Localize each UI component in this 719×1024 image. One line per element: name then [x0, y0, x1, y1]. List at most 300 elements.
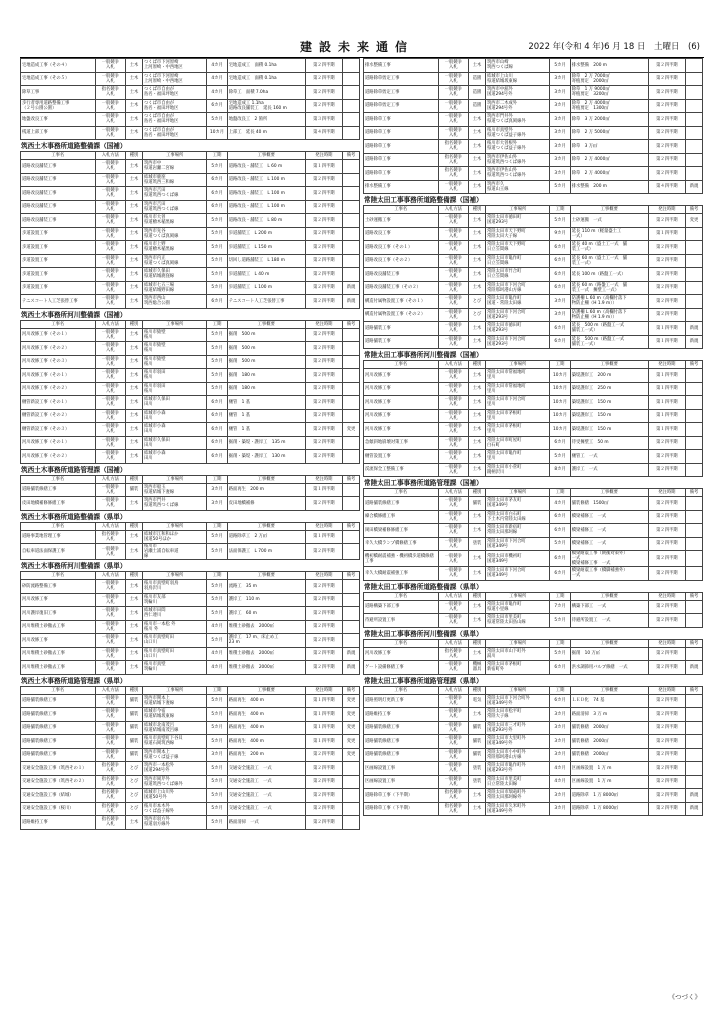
table-cell: 橋梁補修工 一式	[570, 537, 648, 551]
column-header: 種別	[469, 686, 486, 694]
table-cell	[343, 254, 360, 268]
table-row	[21, 342, 360, 356]
table-cell: 道路改良舗装工事	[21, 214, 96, 228]
table-cell: 地盤改良工事	[21, 113, 96, 127]
table-row	[364, 241, 703, 255]
table-cell: 上部工 延長 40 m	[227, 126, 305, 140]
table-cell: 常陸太田市常福地町 里川	[486, 369, 550, 383]
table-cell	[686, 409, 703, 423]
table-cell: 橋梁補修工 一式	[570, 524, 648, 538]
table-row	[21, 748, 360, 762]
table-cell: 第２四半期	[305, 775, 342, 789]
table-cell: 第２四半期	[305, 634, 342, 648]
table-cell: 土木	[126, 281, 143, 295]
table-cell: 新規	[343, 281, 360, 295]
table-cell: 土木	[469, 126, 486, 140]
table-cell: 常陸太田市天下野町 日立笠間線	[486, 241, 550, 255]
table-cell: 延長 500 m（路盤工一式 舗装工一式）	[570, 322, 648, 336]
table-cell: 5カ月	[550, 450, 570, 464]
project-table	[20, 151, 360, 309]
table-cell: 第２四半期	[305, 295, 342, 309]
table-cell: 路面再生 400 m	[227, 735, 305, 749]
table-cell: 排水整備工事	[364, 59, 439, 73]
column-header: 発注時期	[648, 686, 685, 694]
table-cell: 一般競争 入札	[95, 200, 126, 214]
table-cell: 第２四半期	[648, 214, 685, 228]
table-row	[21, 450, 360, 464]
table-cell: 5カ月	[207, 544, 227, 560]
table-cell: 一般競争 入札	[95, 620, 126, 634]
table-cell	[686, 450, 703, 464]
table-cell: 5カ月	[207, 775, 227, 789]
table-row	[21, 355, 360, 369]
table-cell: 土木	[126, 72, 143, 86]
table-cell: 常陸太田市亀作町 県道小里線	[486, 600, 550, 614]
table-header-row	[364, 206, 703, 214]
table-cell: 河川改修工事（その２）	[21, 342, 96, 356]
table-cell: 6カ月	[550, 524, 570, 538]
table-cell: 第２四半期	[305, 544, 342, 560]
project-table	[363, 205, 703, 349]
table-cell: 5カ月	[207, 816, 227, 830]
table-cell: 延長 60 m（盛土工一式 舗 装工一式）	[570, 254, 648, 268]
table-row	[364, 551, 703, 567]
table-cell: 第２四半期	[648, 153, 685, 167]
table-cell: 橋梁耐震工事（橋脚補強外） 一式	[570, 567, 648, 581]
table-row	[21, 254, 360, 268]
table-cell: 桜川市真壁 筑輪川	[143, 661, 207, 675]
table-cell: 第２四半期	[305, 187, 342, 201]
table-cell: 第２四半期	[648, 113, 685, 127]
table-cell: 3カ月	[550, 126, 570, 140]
table-cell: 道路除草 1 万 8000㎡	[570, 802, 648, 816]
table-cell: 6カ月	[550, 661, 570, 675]
table-cell: 道路除草剪定工事	[364, 99, 439, 113]
table-cell: 常陸太田市小菅町 鏡柄沢川	[486, 463, 550, 477]
table-header-row	[364, 592, 703, 600]
table-cell: 5カ月	[207, 227, 227, 241]
table-cell	[686, 308, 703, 322]
column-header: 工期	[207, 686, 227, 694]
table-cell: 洪水調節用バルブ修繕 一式	[570, 661, 648, 675]
table-cell: 第１四半期	[648, 382, 685, 396]
table-cell: 土木	[126, 355, 143, 369]
table-cell: 常陸太田市久米町外 国道349号外	[486, 802, 550, 816]
table-cell: 道路維持工事	[364, 708, 439, 722]
table-row	[21, 735, 360, 749]
table-cell: テニスコート人工芝張替工事	[227, 295, 305, 309]
table-cell: 土木	[126, 86, 143, 100]
table-cell: 一般競争 入札	[438, 694, 469, 708]
column-header: 備考	[343, 320, 360, 328]
table-cell: 第２四半期	[305, 607, 342, 621]
section-title: 常陸太田工事事務所道路整備課（国補）	[364, 196, 483, 204]
column-header: 工期	[550, 639, 570, 647]
table-cell: 結城市久保田 県道結城鹿窪線	[143, 268, 207, 282]
table-cell: 土木	[126, 295, 143, 309]
column-header: 入札方法	[438, 639, 469, 647]
column-header: 備考	[343, 572, 360, 580]
table-cell: 第２四半期	[648, 647, 685, 661]
table-row	[364, 153, 703, 167]
table-cell: 指名競争 入札	[95, 530, 126, 544]
table-cell: 第１四半期	[648, 409, 685, 423]
table-cell: 指名競争 入札	[95, 802, 126, 816]
table-cell: 変更	[343, 708, 360, 722]
table-row	[364, 789, 703, 803]
table-cell: 第２四半期	[305, 620, 342, 634]
table-cell: とび	[126, 762, 143, 776]
table-cell: 6カ月	[550, 567, 570, 581]
table-cell: とび	[126, 802, 143, 816]
table-cell: 一般競争 入札	[95, 241, 126, 255]
table-cell: 指名競争 入札	[95, 789, 126, 803]
table-cell: 4カ月	[207, 59, 227, 73]
table-cell: 常陸太田市徳田町 国道293号	[486, 322, 550, 336]
table-cell: 路面再生 400 m	[227, 694, 305, 708]
table-cell: 第１四半期	[305, 735, 342, 749]
column-header: 発注時期	[648, 592, 685, 600]
table-cell: 道路改良工事（その２）	[364, 254, 439, 268]
section-title: 筑西土木事務所河川整備課（国補）	[21, 310, 127, 319]
table-cell: 筑西市西山 筑西総合公園	[143, 295, 207, 309]
table-header-row	[364, 686, 703, 694]
table-row	[364, 436, 703, 450]
table-cell: 土木	[469, 789, 486, 803]
table-cell: 第２四半期	[305, 748, 342, 762]
table-cell: 常陸太田市茅根町 里川	[486, 423, 550, 437]
table-cell	[343, 497, 360, 511]
table-cell: 交通安全施設工 一式	[227, 802, 305, 816]
table-cell: 河川改修工事	[364, 423, 439, 437]
table-cell: 第２四半期	[305, 59, 342, 73]
table-cell: 常陸太田市下河合町 常陸那珂港山方線	[486, 281, 550, 295]
table-cell: 土砂運搬工事	[364, 214, 439, 228]
table-cell: 一般競争 入札	[95, 423, 126, 437]
table-cell: 舗装修繕 2000㎡	[570, 721, 648, 735]
table-cell: 橋梁耐震工事（緩衝対策外） 一式 橋梁補修工事 一式	[570, 551, 648, 567]
table-cell: 法面保護工 L 700 m	[227, 544, 305, 560]
table-cell: 土木	[126, 126, 143, 140]
table-cell: 第２四半期	[648, 268, 685, 282]
table-cell: 一般競争 入札	[95, 580, 126, 594]
table-cell: 道路舗装修繕工事	[21, 748, 96, 762]
table-cell: 土木	[126, 328, 143, 342]
table-row	[21, 647, 360, 661]
table-cell: 5カ月	[207, 802, 227, 816]
table-cell: 指名競争 入札	[95, 762, 126, 776]
table-cell: 一般競争 入札	[438, 335, 469, 349]
table-cell: 一般競争 入札	[95, 355, 126, 369]
table-cell: 6カ月	[550, 268, 570, 282]
column-header: 工事場所	[143, 522, 207, 530]
table-row	[21, 328, 360, 342]
project-table	[20, 58, 360, 140]
column-header: 備考	[686, 206, 703, 214]
table-cell: 道路舗装修繕工事	[21, 708, 96, 722]
table-cell: 土木	[126, 423, 143, 437]
table-header-row	[21, 522, 360, 530]
table-cell: 土木	[126, 497, 143, 511]
column-header: 入札方法	[95, 152, 126, 160]
column-header: 種別	[469, 639, 486, 647]
table-cell: 6カ月	[550, 335, 570, 349]
table-cell: 護岸工 110 m	[227, 593, 305, 607]
table-cell: 6カ月	[550, 694, 570, 708]
table-cell: 6カ月	[207, 99, 227, 113]
table-cell: 桜川市一本松 外 桜川 外	[143, 620, 207, 634]
table-cell: 第３四半期	[305, 113, 342, 127]
table-cell: 第２四半期	[648, 537, 685, 551]
table-cell: つくば市下河原崎 上河原崎・中西地区	[143, 59, 207, 73]
table-cell	[686, 153, 703, 167]
table-header-row	[21, 152, 360, 160]
table-cell: 樋管設置工事	[364, 450, 439, 464]
table-row	[364, 140, 703, 154]
table-cell: 一般競争 入札	[438, 126, 469, 140]
table-cell: とび	[469, 295, 486, 309]
table-cell: 歩道設置工事	[21, 254, 96, 268]
table-cell: 機械 器具	[469, 661, 486, 675]
table-cell	[343, 268, 360, 282]
table-cell	[343, 227, 360, 241]
column-header: 工事場所	[486, 686, 550, 694]
column-header: 工期	[550, 361, 570, 369]
table-cell: 土木	[126, 544, 143, 560]
table-cell: 道路除草工事	[364, 113, 439, 127]
table-cell: 第２四半期	[305, 497, 342, 511]
table-cell: 3カ月	[550, 708, 570, 722]
column-header: 備考	[686, 489, 703, 497]
table-cell: 一般競争 入札	[95, 173, 126, 187]
table-cell: 第２四半期	[648, 694, 685, 708]
table-row	[364, 86, 703, 100]
table-row	[21, 126, 360, 140]
table-cell: 常陸太田市山下町外 湯川	[486, 647, 550, 661]
column-header: 工事概要	[570, 592, 648, 600]
table-cell: 河川改修工事（その２）	[21, 382, 96, 396]
column-header: 工事場所	[143, 475, 207, 483]
table-cell: 河川改修工事（その１）	[21, 328, 96, 342]
table-cell: 歩道舗装工 L 150 m	[227, 241, 305, 255]
table-cell	[686, 423, 703, 437]
table-cell: 10カ月	[207, 126, 227, 140]
table-cell: 皮田地橋補修修繕工事	[21, 497, 96, 511]
project-table	[363, 360, 703, 477]
table-cell: 宅地造成工事（その５）	[21, 72, 96, 86]
table-cell: 第２四半期	[305, 762, 342, 776]
table-cell: 土木	[126, 173, 143, 187]
table-cell: 土木	[126, 254, 143, 268]
column-header: 工期	[207, 152, 227, 160]
table-cell: 常陸太田市町屋町 白石町	[486, 436, 550, 450]
table-cell: 新規	[686, 180, 703, 194]
column-header: 工期	[550, 206, 570, 214]
table-cell: 常陸太田市茅根町 里川	[486, 409, 550, 423]
table-cell: 常陸太田市亀作町 日立笠間線	[486, 254, 550, 268]
table-cell: 3カ月	[207, 483, 227, 497]
table-cell: 掘削 500 m	[227, 342, 305, 356]
column-header: 工事名	[364, 686, 439, 694]
table-cell: 樋管新設工事（その３）	[21, 423, 96, 437]
table-cell: 道路改良・舗装工 L 100 m	[227, 200, 305, 214]
table-cell: ゲート設備修繕工事	[364, 661, 439, 675]
table-cell: 6カ月	[207, 450, 227, 464]
table-cell: 土木	[126, 382, 143, 396]
table-cell: 第２四半期	[648, 567, 685, 581]
table-cell: 3カ月	[550, 99, 570, 113]
table-cell: 塗装	[469, 775, 486, 789]
table-cell: 10カ月	[550, 382, 570, 396]
table-cell: 道路改良・舗装工 L 100 m	[227, 173, 305, 187]
table-cell: 土木	[469, 647, 486, 661]
table-cell: 6カ月	[550, 510, 570, 524]
table-cell	[343, 99, 360, 113]
table-cell: 結城市久保田 田川	[143, 396, 207, 410]
table-cell: 筑西市門井 県道筑西つくば線	[143, 497, 207, 511]
table-cell: 排水整備 200 m	[570, 180, 648, 194]
column-header: 発注時期	[305, 475, 342, 483]
table-cell: 結城市小森 田川	[143, 450, 207, 464]
table-cell: とび	[469, 308, 486, 322]
table-cell: 一般競争 入札	[438, 497, 469, 511]
column-header: 入札方法	[95, 320, 126, 328]
column-header: 種別	[469, 206, 486, 214]
table-cell: 土木	[126, 409, 143, 423]
table-cell: 第２四半期	[305, 409, 342, 423]
table-cell	[686, 295, 703, 309]
table-cell: 一般競争 入札	[95, 72, 126, 86]
table-cell: 桜川市猿壁 桜川	[143, 355, 207, 369]
table-cell: 第２四半期	[648, 789, 685, 803]
table-cell: 一般競争 入札	[438, 775, 469, 789]
table-header-row	[21, 572, 360, 580]
table-cell: 道路舗装修繕工事	[364, 735, 439, 749]
table-cell: 一般競争 入札	[95, 126, 126, 140]
table-cell: 第２四半期	[648, 436, 685, 450]
table-row	[364, 694, 703, 708]
table-cell: 5カ月	[207, 721, 227, 735]
table-cell: 4カ月	[207, 661, 227, 675]
table-cell	[686, 113, 703, 127]
right-column	[363, 58, 703, 816]
table-cell: 土木	[469, 450, 486, 464]
table-cell: 土木	[126, 530, 143, 544]
table-cell: 土砂運搬 一式	[570, 214, 648, 228]
table-cell: 区画線設置 1 万 m	[570, 762, 648, 776]
column-header: 工事名	[364, 361, 439, 369]
table-cell: 5カ月	[550, 537, 570, 551]
table-cell	[686, 748, 703, 762]
table-cell: 第１四半期	[305, 530, 342, 544]
table-cell	[686, 647, 703, 661]
column-header: 工事場所	[486, 639, 550, 647]
table-cell: 一般競争 入札	[438, 450, 469, 464]
table-cell: 宅地造成工 面積 0.1ha	[227, 72, 305, 86]
column-header: 工事概要	[227, 522, 305, 530]
table-cell: 交通安全施設工 一式	[227, 775, 305, 789]
table-cell: 5カ月	[207, 268, 227, 282]
table-cell: 土木	[469, 524, 486, 538]
table-row	[21, 816, 360, 830]
table-cell: 一般競争 入札	[95, 281, 126, 295]
table-cell	[686, 396, 703, 410]
table-cell: 造園	[469, 99, 486, 113]
table-cell: 第２四半期	[648, 99, 685, 113]
table-cell: 新規	[343, 295, 360, 309]
table-cell	[686, 497, 703, 511]
section-title: 常陸太田工事事務所河川整備課（県単）	[364, 629, 483, 638]
table-cell: 第２四半期	[648, 450, 685, 464]
table-cell: 舗装	[126, 721, 143, 735]
table-cell: 桜川市大曽根外 県道つくば益子線外	[486, 140, 550, 154]
table-cell: 道路改良舗装工事	[21, 200, 96, 214]
section-title: 常陸太田工事事務所道路管理課（国補）	[364, 479, 483, 487]
table-row	[364, 748, 703, 762]
issue-date: 2022 年(令和 4 年)6 月 18 日 土曜日 (6)	[528, 42, 700, 52]
table-cell: 土木	[469, 551, 486, 567]
table-cell: 地盤改良工 2 箇所	[227, 113, 305, 127]
table-cell: 流路工 35 m	[227, 580, 305, 594]
table-cell: 第２四半期	[305, 789, 342, 803]
table-row	[21, 423, 360, 437]
table-row	[21, 694, 360, 708]
project-table	[363, 686, 703, 817]
table-row	[364, 227, 703, 241]
table-row	[364, 180, 703, 194]
table-cell: 河川改修工事（その１）	[21, 369, 96, 383]
table-row	[21, 436, 360, 450]
table-cell: 道路除草工事	[364, 126, 439, 140]
table-cell: 一般競争 入札	[438, 59, 469, 73]
table-row	[364, 72, 703, 86]
table-cell: 防護柵 L 60 m（高欄付落下 物防止柵（H 1.9 m））	[570, 308, 648, 322]
table-cell: 第２四半期	[648, 661, 685, 675]
table-cell: 第２四半期	[648, 775, 685, 789]
table-cell	[343, 436, 360, 450]
table-cell: 掘削 500 m	[227, 355, 305, 369]
table-cell: 第２四半期	[648, 463, 685, 477]
table-cell: 筑西市二木成外 国道294号外	[486, 99, 550, 113]
table-cell: 10カ月	[550, 396, 570, 410]
table-cell: 一般競争 入札	[95, 214, 126, 228]
table-cell: 舗装	[469, 497, 486, 511]
table-cell: 変更	[343, 694, 360, 708]
table-row	[364, 322, 703, 336]
table-row	[21, 281, 360, 295]
table-cell: 3カ月	[550, 721, 570, 735]
table-cell: 一般競争 入札	[95, 748, 126, 762]
table-row	[364, 450, 703, 464]
table-row	[364, 497, 703, 511]
table-cell: 一般競争 入札	[95, 708, 126, 722]
table-cell: 除草 2 万 4000㎡ 寄植剪定 1300㎡	[570, 99, 648, 113]
table-cell: 第２四半期	[305, 72, 342, 86]
table-cell: 筑西市関本上 県道つくば益子線	[143, 748, 207, 762]
table-cell: 常陸太田市里美町 日立常陸太田線	[486, 775, 550, 789]
column-header: 工事名	[21, 686, 96, 694]
table-cell: 一般競争 入札	[95, 328, 126, 342]
table-cell: 第２四半期	[648, 254, 685, 268]
table-row	[21, 580, 360, 594]
table-cell: 常陸太田市亀作町 里川	[486, 450, 550, 464]
table-cell: 宅地造成工 1.1ha 道路改良舗装工 延長 160 m	[227, 99, 305, 113]
table-cell: 第２四半期	[648, 241, 685, 255]
table-cell: 除草工事	[21, 86, 96, 100]
table-cell: 河川改修工事（その３）	[21, 355, 96, 369]
table-cell: 第１四半期	[648, 369, 685, 383]
table-row	[21, 802, 360, 816]
